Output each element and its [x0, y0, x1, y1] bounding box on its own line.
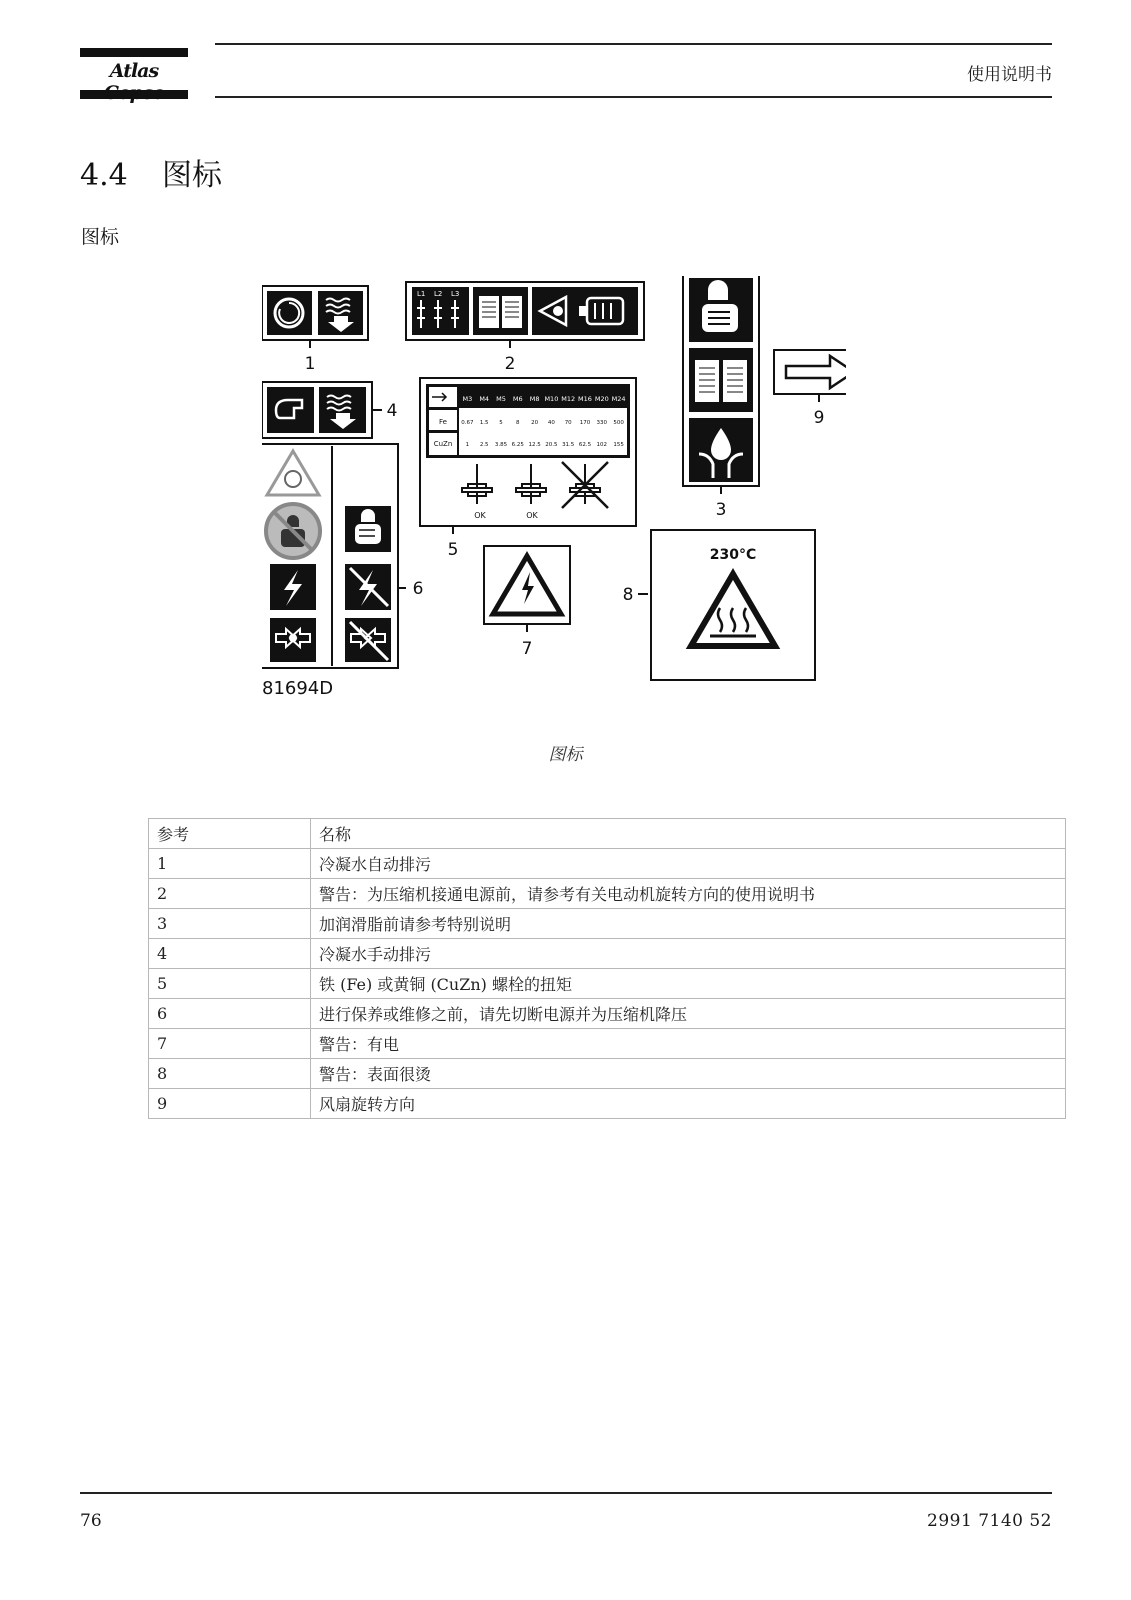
decal-1 [262, 286, 368, 340]
decal-8 [651, 530, 815, 680]
figure-label-3: 3 [715, 500, 727, 520]
table-row [149, 909, 1066, 939]
table-row [149, 849, 1066, 879]
table-row [149, 969, 1066, 999]
ref-cell: 6 [149, 999, 311, 1029]
ref-cell: 5 [149, 969, 311, 999]
torque-value: 2.5 [479, 442, 489, 448]
ref-cell: 1 [149, 849, 311, 879]
table-row [149, 999, 1066, 1029]
svg-text:L1: L1 [417, 290, 426, 298]
torque-value: 70 [564, 420, 572, 426]
decal-3 [683, 276, 759, 486]
torque-value: 155 [613, 442, 624, 448]
figure-label-4: 4 [386, 401, 398, 421]
torque-material-cuzn: CuZn [433, 440, 453, 448]
torque-value: 170 [579, 420, 591, 426]
ref-cell: 8 [149, 1059, 311, 1089]
symbols-drawing [262, 276, 846, 716]
name-cell: 冷凝水自动排污 [311, 849, 1066, 879]
name-cell: 警告：为压缩机接通电源前，请参考有关电动机旋转方向的使用说明书 [311, 879, 1066, 909]
name-cell: 冷凝水手动排污 [311, 939, 1066, 969]
torque-value: 31.5 [562, 442, 575, 448]
figure-caption: 图标 [548, 745, 583, 765]
footer-rule [80, 1492, 1052, 1494]
decal-6 [262, 444, 398, 668]
temperature-label: 230°C [709, 547, 757, 563]
torque-value: 3.85 [494, 442, 508, 448]
torque-value: 500 [613, 420, 624, 426]
document-title: 使用说明书 [967, 65, 1052, 85]
torque-value: 8 [516, 420, 520, 426]
torque-value: 5 [499, 420, 503, 426]
torque-value: 20 [531, 420, 539, 426]
symbols-reference-table [148, 818, 1066, 1119]
logo-text: Atlas [109, 60, 159, 82]
section-heading [80, 150, 222, 194]
table-row [149, 1059, 1066, 1089]
torque-column-m24: M24 [611, 395, 626, 403]
atlas-copco-logo [80, 48, 188, 100]
svg-text:L3: L3 [451, 290, 460, 298]
svg-text:L2: L2 [434, 290, 443, 298]
torque-column-m12: M12 [561, 395, 576, 403]
table-row [149, 1029, 1066, 1059]
ref-cell: 9 [149, 1089, 311, 1119]
table-row [149, 939, 1066, 969]
ref-cell: 2 [149, 879, 311, 909]
name-cell: 铁 (Fe) 或黄铜 (CuZn) 螺栓的扭矩 [311, 969, 1066, 999]
torque-value: 40 [547, 420, 555, 426]
torque-column-m16: M16 [578, 395, 592, 403]
ref-cell: 3 [149, 909, 311, 939]
torque-value: 6.25 [511, 442, 524, 448]
figure-label-5: 5 [447, 540, 459, 560]
torque-value: 20.5 [545, 442, 558, 448]
torque-value: 102 [596, 442, 608, 448]
drawing-code: 81694D [262, 678, 334, 699]
page-number: 76 [80, 1511, 102, 1531]
name-cell: 加润滑脂前请参考特别说明 [311, 909, 1066, 939]
torque-value: 1.5 [479, 420, 489, 426]
section-title: 图标 [162, 158, 222, 193]
figure-label-9: 9 [813, 408, 825, 428]
table-header-row [149, 819, 1066, 849]
torque-value: 1 [465, 442, 470, 448]
torque-value: 0.67 [461, 420, 474, 426]
torque-material-fe: Fe [439, 418, 447, 426]
torque-value: 62.5 [578, 442, 592, 448]
document-code: 2991 7140 52 [927, 1511, 1052, 1531]
ok-label-2: OK [526, 511, 538, 520]
column-header-name: 名称 [311, 819, 1066, 849]
ref-cell: 7 [149, 1029, 311, 1059]
figure-label-7: 7 [521, 639, 533, 659]
torque-column-m10: M10 [544, 395, 559, 403]
ok-label-1: OK [474, 511, 486, 520]
header-top-rule [215, 43, 1052, 45]
figure-label-8: 8 [622, 585, 634, 605]
decal-9 [774, 350, 846, 394]
torque-value: 330 [596, 420, 608, 426]
name-cell: 风扇旋转方向 [311, 1089, 1066, 1119]
ref-cell: 4 [149, 939, 311, 969]
torque-column-m8: M8 [529, 395, 540, 403]
name-cell: 进行保养或维修之前，请先切断电源并为压缩机降压 [311, 999, 1066, 1029]
symbols-figure [262, 276, 846, 716]
figure-label-1: 1 [304, 354, 316, 374]
header-bottom-rule [215, 96, 1052, 98]
torque-column-m5: M5 [496, 395, 506, 403]
figure-label-2: 2 [504, 354, 516, 374]
decal-7 [484, 546, 570, 624]
figure-label-6: 6 [412, 579, 424, 599]
decal-4 [262, 382, 372, 438]
name-cell: 警告：有电 [311, 1029, 1066, 1059]
section-number: 4.4 [80, 158, 128, 193]
torque-column-m3: M3 [462, 395, 473, 403]
torque-column-m6: M6 [512, 395, 523, 403]
decal-2 [406, 282, 644, 340]
table-row [149, 1089, 1066, 1119]
subheading: 图标 [81, 226, 120, 248]
torque-column-m4: M4 [479, 395, 490, 403]
column-header-ref: 参考 [149, 819, 311, 849]
decal-5 [420, 378, 636, 526]
table-row [149, 879, 1066, 909]
torque-column-headers [463, 395, 626, 403]
name-cell: 警告：表面很烫 [311, 1059, 1066, 1089]
torque-column-m20: M20 [594, 395, 609, 403]
torque-value: 12.5 [528, 442, 541, 448]
